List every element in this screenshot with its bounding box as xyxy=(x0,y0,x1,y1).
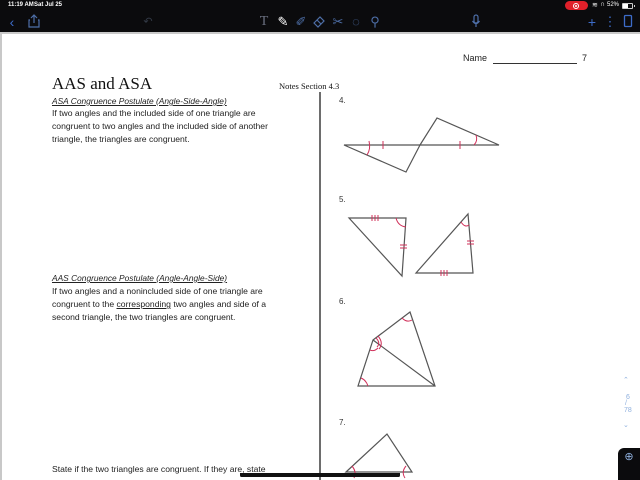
more-options-icon[interactable]: ⋮ xyxy=(603,14,617,29)
aas-text-line xyxy=(52,298,266,311)
zoom-button[interactable] xyxy=(618,448,640,480)
eraser-glyph xyxy=(312,14,326,28)
zoom-in-icon: ⊕ xyxy=(624,451,634,463)
share-icon[interactable] xyxy=(26,14,42,30)
undo-icon[interactable]: ↶ xyxy=(143,16,153,28)
problem-number-4: 4. xyxy=(339,96,346,105)
scissors-tool-icon[interactable]: ✂ xyxy=(332,14,344,29)
asa-heading: ASA Congruence Postulate (Angle-Side-Angle) xyxy=(52,96,227,106)
page-title: AAS and ASA xyxy=(52,74,153,93)
aas-text-line: second triangle, the two triangles are congruent. xyxy=(52,312,236,322)
headphone-icon: ∩ xyxy=(600,1,606,8)
page-separator: / xyxy=(625,400,627,407)
asa-text-line: If two angles and the included side of one triangle are xyxy=(52,108,256,118)
asa-text-line: congruent to two angles and the included side of another xyxy=(52,121,268,131)
lasso-tool-icon[interactable]: ⚲ xyxy=(370,14,380,29)
current-page: 6 xyxy=(626,394,630,401)
section-label: Notes Section 4.3 xyxy=(279,81,340,91)
pages-glyph xyxy=(623,14,633,28)
page-down-icon[interactable]: ⌄ xyxy=(623,422,629,429)
asa-text xyxy=(52,107,268,146)
aas-text-fragment: two angles and side of a xyxy=(170,299,267,309)
aas-text xyxy=(52,285,266,324)
problem-number-5: 5. xyxy=(339,195,346,204)
screen-recording-indicator[interactable] xyxy=(565,1,588,10)
aas-text-fragment: congruent to the xyxy=(52,299,117,309)
aas-text-underlined: corresponding xyxy=(116,299,171,309)
record-icon xyxy=(573,3,579,9)
instruction-text: State if the two triangles are congruent. If they are, state xyxy=(52,464,266,474)
battery-icon xyxy=(622,3,633,9)
back-chevron-icon[interactable]: ‹ xyxy=(9,14,15,30)
page-edge xyxy=(0,34,2,480)
eraser-tool-icon[interactable] xyxy=(311,14,327,30)
status-bar xyxy=(0,0,640,12)
app-toolbar xyxy=(0,12,640,32)
microphone-glyph xyxy=(471,14,481,28)
aas-heading: AAS Congruence Postulate (Angle-Angle-Side) xyxy=(52,273,228,283)
battery-percent: 52% xyxy=(607,2,620,8)
home-indicator[interactable] xyxy=(240,474,400,477)
pen-tool-icon[interactable]: ✎ xyxy=(277,14,289,29)
aas-text-line: If two angles and a nonincluded side of one triangle are xyxy=(52,286,263,296)
name-label: Name xyxy=(463,53,488,63)
column-divider xyxy=(319,92,321,480)
status-time: 11:19 AM xyxy=(8,2,34,8)
microphone-icon[interactable] xyxy=(468,14,484,30)
name-blank-line xyxy=(493,63,577,64)
battery-fill xyxy=(623,4,628,8)
page-up-icon[interactable]: ⌃ xyxy=(623,377,629,384)
text-tool-icon[interactable]: T xyxy=(259,14,269,29)
shapes-tool-icon[interactable]: ◌ xyxy=(352,14,360,29)
wifi-icon: ≋ xyxy=(592,2,598,9)
total-pages: 78 xyxy=(624,407,632,414)
page-thumbnails-icon[interactable] xyxy=(620,14,636,30)
asa-text-line: triangle, the triangles are congruent. xyxy=(52,134,190,144)
problem-number-7: 7. xyxy=(339,418,346,427)
add-page-icon[interactable]: + xyxy=(587,14,597,30)
page-number: 7 xyxy=(582,53,588,63)
problem-number-6: 6. xyxy=(339,297,346,306)
highlighter-tool-icon[interactable]: ✐ xyxy=(295,14,307,29)
status-date: Sat Jul 25 xyxy=(34,2,63,8)
share-glyph xyxy=(28,14,40,28)
